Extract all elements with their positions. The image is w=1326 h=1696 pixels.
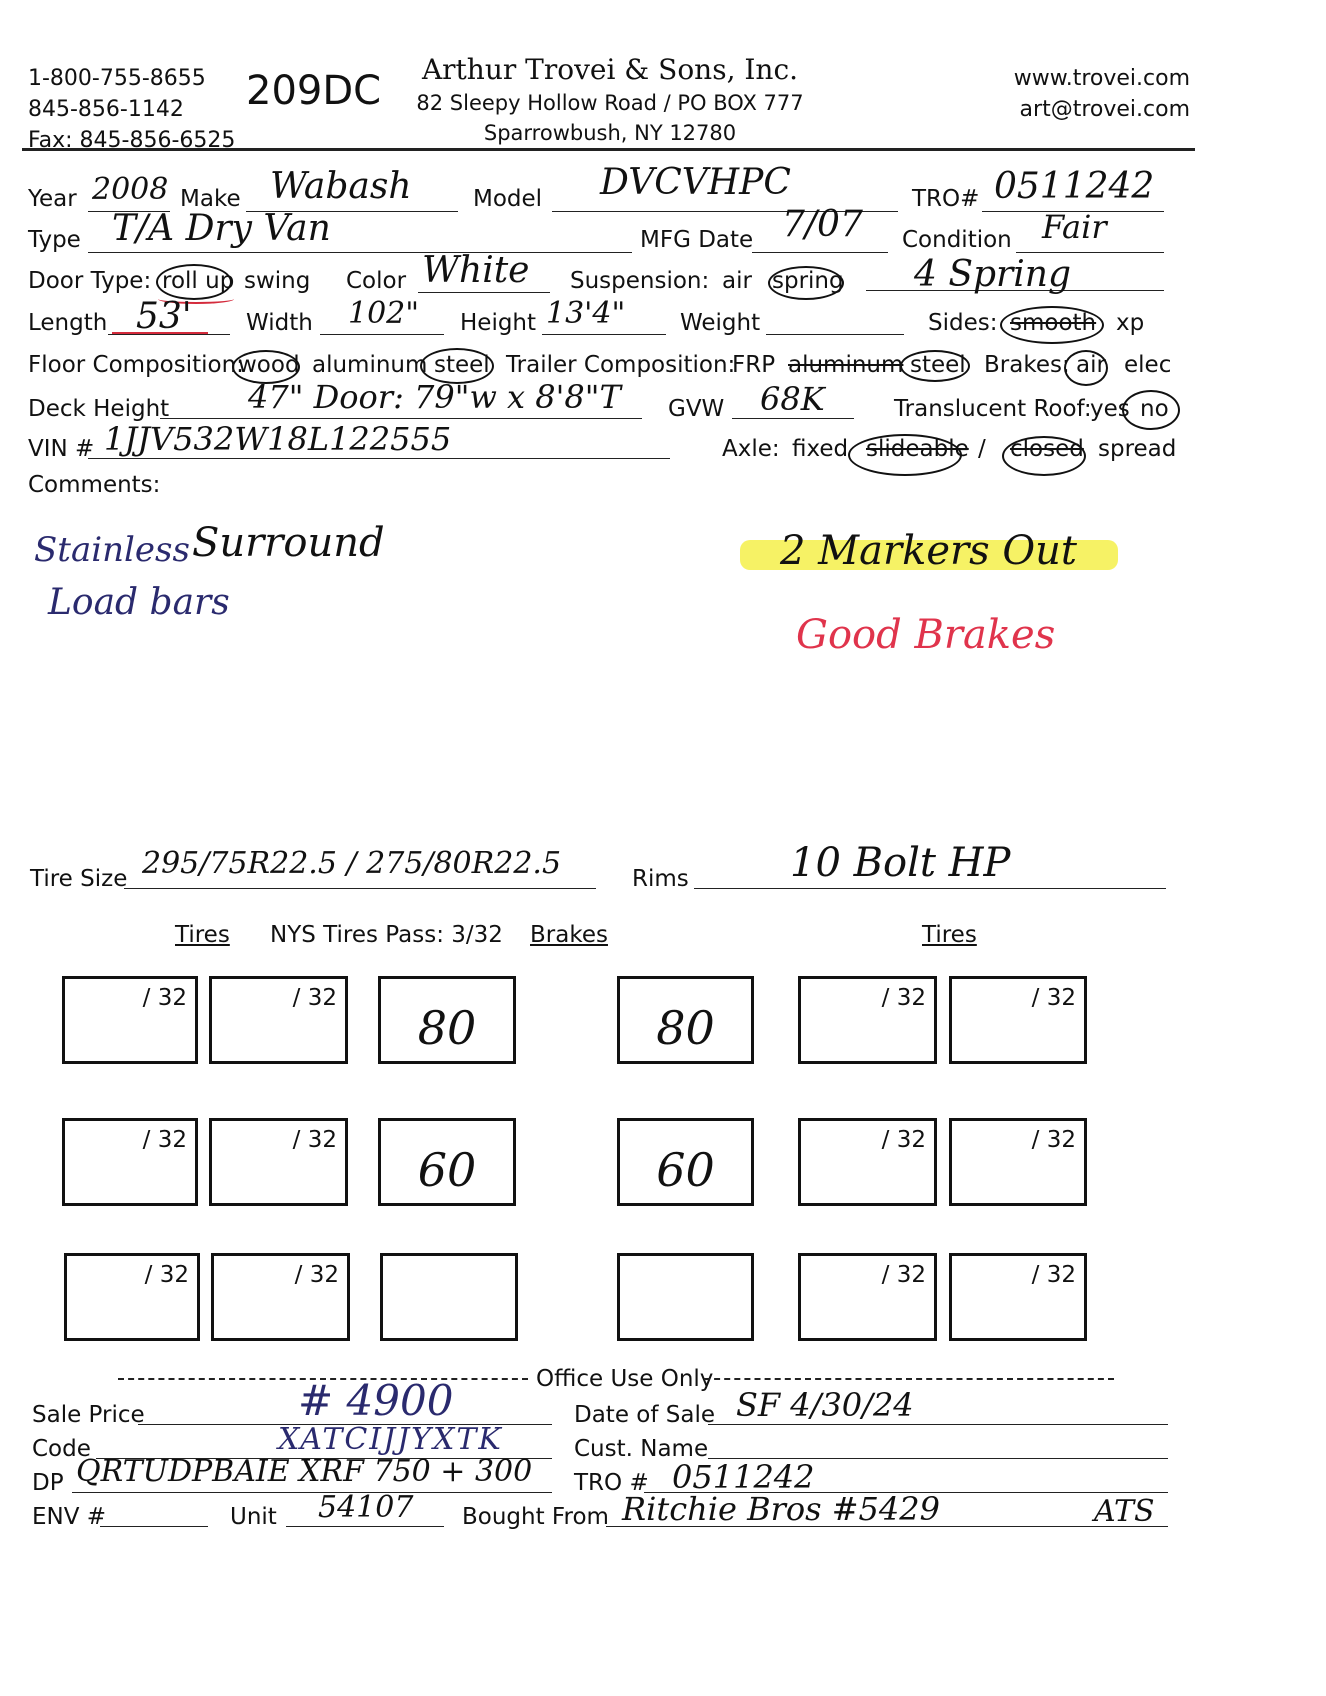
value-tro-office: 0511242 (672, 1458, 815, 1496)
line-color (418, 292, 550, 293)
line-weight (766, 334, 904, 335)
label-unit: Unit (230, 1504, 277, 1530)
tire-frac: / 32 (142, 1127, 187, 1153)
value-gvw: 68K (760, 380, 825, 418)
line-date-of-sale (708, 1424, 1168, 1425)
tire-frac: / 32 (1031, 1262, 1076, 1288)
label-floor: Floor Composition: (28, 352, 244, 378)
option-swing: swing (244, 268, 311, 294)
phone-2: 845-856-1142 (28, 97, 184, 122)
option-no: no (1140, 396, 1169, 422)
value-height: 13'4" (546, 296, 626, 331)
value-sale-price: # 4900 (298, 1376, 454, 1425)
label-tro: TRO# (912, 186, 980, 212)
label-width: Width (246, 310, 313, 336)
value-rims: 10 Bolt HP (790, 840, 1011, 886)
form-code: 209DC (246, 68, 382, 114)
option-xp: xp (1116, 310, 1145, 336)
option-smooth: smooth (1010, 310, 1097, 336)
header-rule (22, 148, 1195, 151)
circle-slideable (848, 434, 962, 476)
label-rims: Rims (632, 866, 689, 892)
tire-frac: / 32 (881, 1127, 926, 1153)
tire-frac: / 32 (144, 1262, 189, 1288)
brake-box-l3[interactable] (380, 1253, 518, 1341)
line-deck-height (160, 418, 642, 419)
company-name: Arthur Trovei & Sons, Inc. (421, 53, 799, 86)
circle-spring (768, 266, 844, 300)
option-frp: FRP (732, 352, 776, 378)
circle-no (1122, 390, 1180, 430)
label-trailer-comp: Trailer Composition: (506, 352, 736, 378)
tire-frac: / 32 (292, 1127, 337, 1153)
tire-box-r2a[interactable] (798, 1118, 937, 1206)
brake-box-r2[interactable] (617, 1118, 754, 1206)
label-color: Color (346, 268, 407, 294)
brake-value: 80 (656, 1001, 715, 1055)
header-contact (1014, 63, 1190, 125)
fax: Fax: 845-856-6525 (28, 128, 236, 153)
value-year: 2008 (92, 172, 169, 207)
tire-box-r3b[interactable] (949, 1253, 1087, 1341)
line-condition (1016, 252, 1164, 253)
option-steel-trailer: steel (910, 352, 966, 378)
line-height (542, 334, 666, 335)
option-spread: spread (1098, 436, 1177, 462)
value-suspension-note: 4 Spring (914, 254, 1072, 295)
company-block (410, 52, 810, 148)
underline-length (112, 326, 208, 334)
brake-box-l1[interactable] (378, 976, 516, 1064)
option-wood: wood (238, 352, 300, 378)
label-tro-office: TRO # (574, 1470, 649, 1496)
brake-box-r3[interactable] (617, 1253, 754, 1341)
value-width: 102" (348, 296, 420, 331)
option-air-suspension: air (722, 268, 752, 294)
circle-closed (1002, 436, 1086, 476)
option-steel-floor: steel (434, 352, 490, 378)
circle-steel-trailer (900, 350, 970, 382)
option-spring: spring (772, 268, 844, 294)
comment-markers-out: 2 Markers Out (780, 528, 1077, 574)
comment-stainless: Stainless (34, 530, 190, 570)
tire-frac: / 32 (1031, 1127, 1076, 1153)
line-type (88, 252, 632, 253)
axle-slash: / (978, 436, 986, 462)
value-date-of-sale: SF 4/30/24 (736, 1386, 914, 1424)
website: www.trovei.com (1013, 66, 1190, 91)
line-gvw (732, 418, 854, 419)
tire-box-r3a[interactable] (798, 1253, 937, 1341)
header-tires-left: Tires (175, 922, 230, 948)
tire-box-r2b[interactable] (949, 1118, 1087, 1206)
label-env: ENV # (32, 1504, 107, 1530)
label-tire-size: Tire Size (30, 866, 128, 892)
address-2: Sparrowbush, NY 12780 (483, 121, 737, 145)
label-deck-height: Deck Height (28, 396, 170, 422)
tire-box-r1a[interactable] (798, 976, 937, 1064)
label-suspension: Suspension: (570, 268, 710, 294)
header-nys: NYS Tires Pass: 3/32 (270, 922, 503, 948)
label-height: Height (460, 310, 537, 336)
label-model: Model (473, 186, 543, 212)
option-aluminum-trailer: aluminum (788, 352, 904, 378)
comment-load-bars: Load bars (48, 582, 230, 623)
label-length: Length (28, 310, 108, 336)
office-divider-right (704, 1378, 1114, 1380)
value-make: Wabash (270, 166, 412, 207)
tire-frac: / 32 (292, 985, 337, 1011)
brake-box-r1[interactable] (617, 976, 754, 1064)
email: art@trovei.com (1019, 97, 1190, 122)
label-vin: VIN # (28, 436, 95, 462)
tire-box-l3a[interactable] (64, 1253, 200, 1341)
label-sale-price: Sale Price (32, 1402, 145, 1428)
brake-value: 60 (656, 1143, 715, 1197)
brake-value: 60 (417, 1143, 477, 1197)
label-mfg-date: MFG Date (640, 227, 754, 253)
option-yes: yes (1090, 396, 1130, 422)
option-closed: closed (1010, 436, 1084, 462)
label-weight: Weight (680, 310, 761, 336)
value-bought-from: Ritchie Bros #5429 (622, 1490, 940, 1528)
line-vin (88, 458, 670, 459)
line-tire-size (124, 888, 596, 889)
option-slideable: slideable (866, 436, 969, 462)
tire-frac: / 32 (294, 1262, 339, 1288)
value-tire-size: 295/75R22.5 / 275/80R22.5 (142, 846, 562, 881)
tire-frac: / 32 (881, 1262, 926, 1288)
phone-1: 1-800-755-8655 (28, 66, 206, 91)
value-vin: 1JJV532W18L122555 (104, 420, 452, 458)
tire-box-l1a[interactable] (62, 976, 198, 1064)
tire-box-l2a[interactable] (62, 1118, 198, 1206)
tire-frac: / 32 (1031, 985, 1076, 1011)
header-brakes: Brakes (530, 922, 608, 948)
label-sides: Sides: (928, 310, 998, 336)
line-width (320, 334, 444, 335)
value-model: DVCVHPC (600, 162, 791, 203)
label-date-of-sale: Date of Sale (574, 1402, 715, 1428)
label-dp: DP (32, 1470, 64, 1496)
option-fixed: fixed (792, 436, 849, 462)
brake-value: 80 (417, 1001, 477, 1055)
value-unit: 54107 (318, 1490, 414, 1525)
circle-smooth (1000, 306, 1104, 344)
label-year: Year (28, 186, 77, 212)
value-bought-from-extra: ATS (1094, 1494, 1155, 1529)
value-mfg-date: 7/07 (782, 204, 863, 245)
label-comments: Comments: (28, 472, 161, 498)
tire-box-r1b[interactable] (949, 976, 1087, 1064)
line-dp (72, 1492, 552, 1493)
option-aluminum-floor: aluminum (312, 352, 428, 378)
label-make: Make (180, 186, 241, 212)
value-color: White (422, 250, 530, 291)
line-unit (286, 1526, 444, 1527)
value-deck-height: 47" Door: 79"w x 8'8"T (248, 378, 621, 416)
option-elec: elec (1124, 352, 1172, 378)
label-gvw: GVW (668, 396, 725, 422)
value-condition: Fair (1042, 208, 1107, 246)
value-type: T/A Dry Van (112, 208, 331, 249)
label-code: Code (32, 1436, 91, 1462)
comment-surround: Surround (192, 520, 385, 566)
value-length: 53' (136, 296, 192, 337)
office-use-only: Office Use Only (536, 1366, 714, 1392)
label-bought-from: Bought From (462, 1504, 609, 1530)
tire-frac: / 32 (881, 985, 926, 1011)
tire-box-l2b[interactable] (209, 1118, 348, 1206)
header-phones (28, 63, 235, 156)
value-dp: QRTUDPBAIE XRF 750 + 300 (76, 1454, 533, 1489)
label-condition: Condition (902, 227, 1012, 253)
comment-good-brakes: Good Brakes (796, 612, 1056, 658)
tire-frac: / 32 (142, 985, 187, 1011)
label-door-type: Door Type: (28, 268, 152, 294)
label-axle: Axle: (722, 436, 780, 462)
address-1: 82 Sleepy Hollow Road / PO BOX 777 (416, 91, 804, 115)
tire-box-l3b[interactable] (211, 1253, 350, 1341)
label-type: Type (28, 227, 81, 253)
value-tro: 0511242 (994, 166, 1155, 207)
header-tires-right: Tires (922, 922, 977, 948)
label-brakes: Brakes: (984, 352, 1070, 378)
option-brakes-air: air (1076, 352, 1106, 378)
tire-box-l1b[interactable] (209, 976, 348, 1064)
circle-brakes-air (1064, 350, 1108, 386)
label-translucent: Translucent Roof: (894, 396, 1092, 422)
label-cust-name: Cust. Name (574, 1436, 709, 1462)
line-rims (694, 888, 1166, 889)
line-env (100, 1526, 208, 1527)
value-code: XATCIJJYXTK (278, 1422, 503, 1457)
brake-box-l2[interactable] (378, 1118, 516, 1206)
line-mfg-date (752, 252, 888, 253)
option-roll-up: roll up (162, 268, 235, 294)
